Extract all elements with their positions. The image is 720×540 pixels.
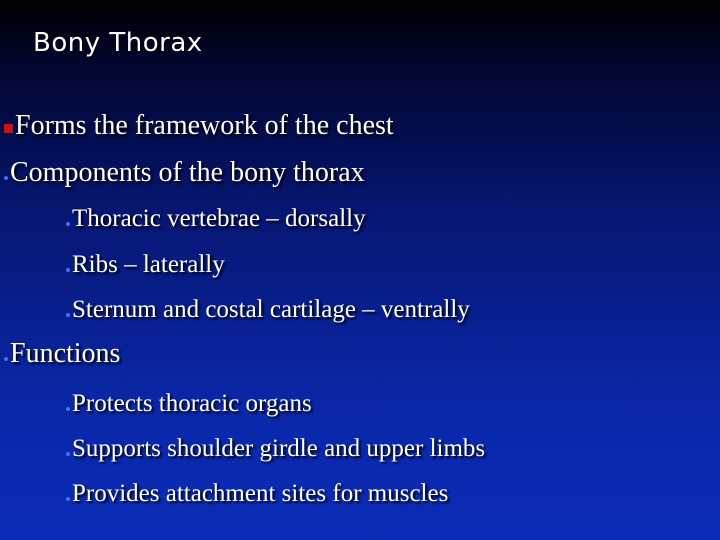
- sub-bullet-line-ribs: [66, 251, 225, 279]
- bullet-text: Thoracic vertebrae – dorsally: [72, 205, 366, 232]
- sub-bullet-line-provides: [66, 480, 448, 508]
- bullet-text: Provides attachment sites for muscles: [72, 480, 449, 507]
- red-square-bullet-icon: [4, 124, 13, 133]
- bullet-text: Components of the bony thorax: [10, 157, 365, 188]
- small-dot-bullet-icon: [66, 222, 70, 226]
- sub-bullet-line-vertebrae: [66, 205, 366, 233]
- small-dot-bullet-icon: [66, 407, 70, 411]
- bullet-line-components: [4, 157, 365, 189]
- bullet-text: Sternum and costal cartilage – ventrally: [72, 296, 470, 323]
- sub-bullet-line-supports: [66, 435, 485, 463]
- small-dot-bullet-icon: [66, 268, 70, 272]
- bullet-text: Forms the framework of the chest: [15, 110, 394, 141]
- sub-bullet-line-protects: [66, 390, 312, 418]
- bullet-line-framework: [4, 110, 394, 142]
- small-dot-bullet-icon: [4, 357, 8, 361]
- small-dot-bullet-icon: [66, 313, 70, 317]
- slide-title: Bony Thorax: [33, 28, 203, 58]
- small-dot-bullet-icon: [66, 452, 70, 456]
- bullet-text: Functions: [10, 338, 121, 369]
- bullet-text: Supports shoulder girdle and upper limbs: [72, 435, 486, 462]
- small-dot-bullet-icon: [4, 176, 8, 180]
- sub-bullet-line-sternum: [66, 296, 470, 324]
- bullet-text: Protects thoracic organs: [72, 390, 312, 417]
- bullet-text: Ribs – laterally: [72, 251, 225, 278]
- bullet-line-functions: [4, 338, 120, 370]
- small-dot-bullet-icon: [66, 497, 70, 501]
